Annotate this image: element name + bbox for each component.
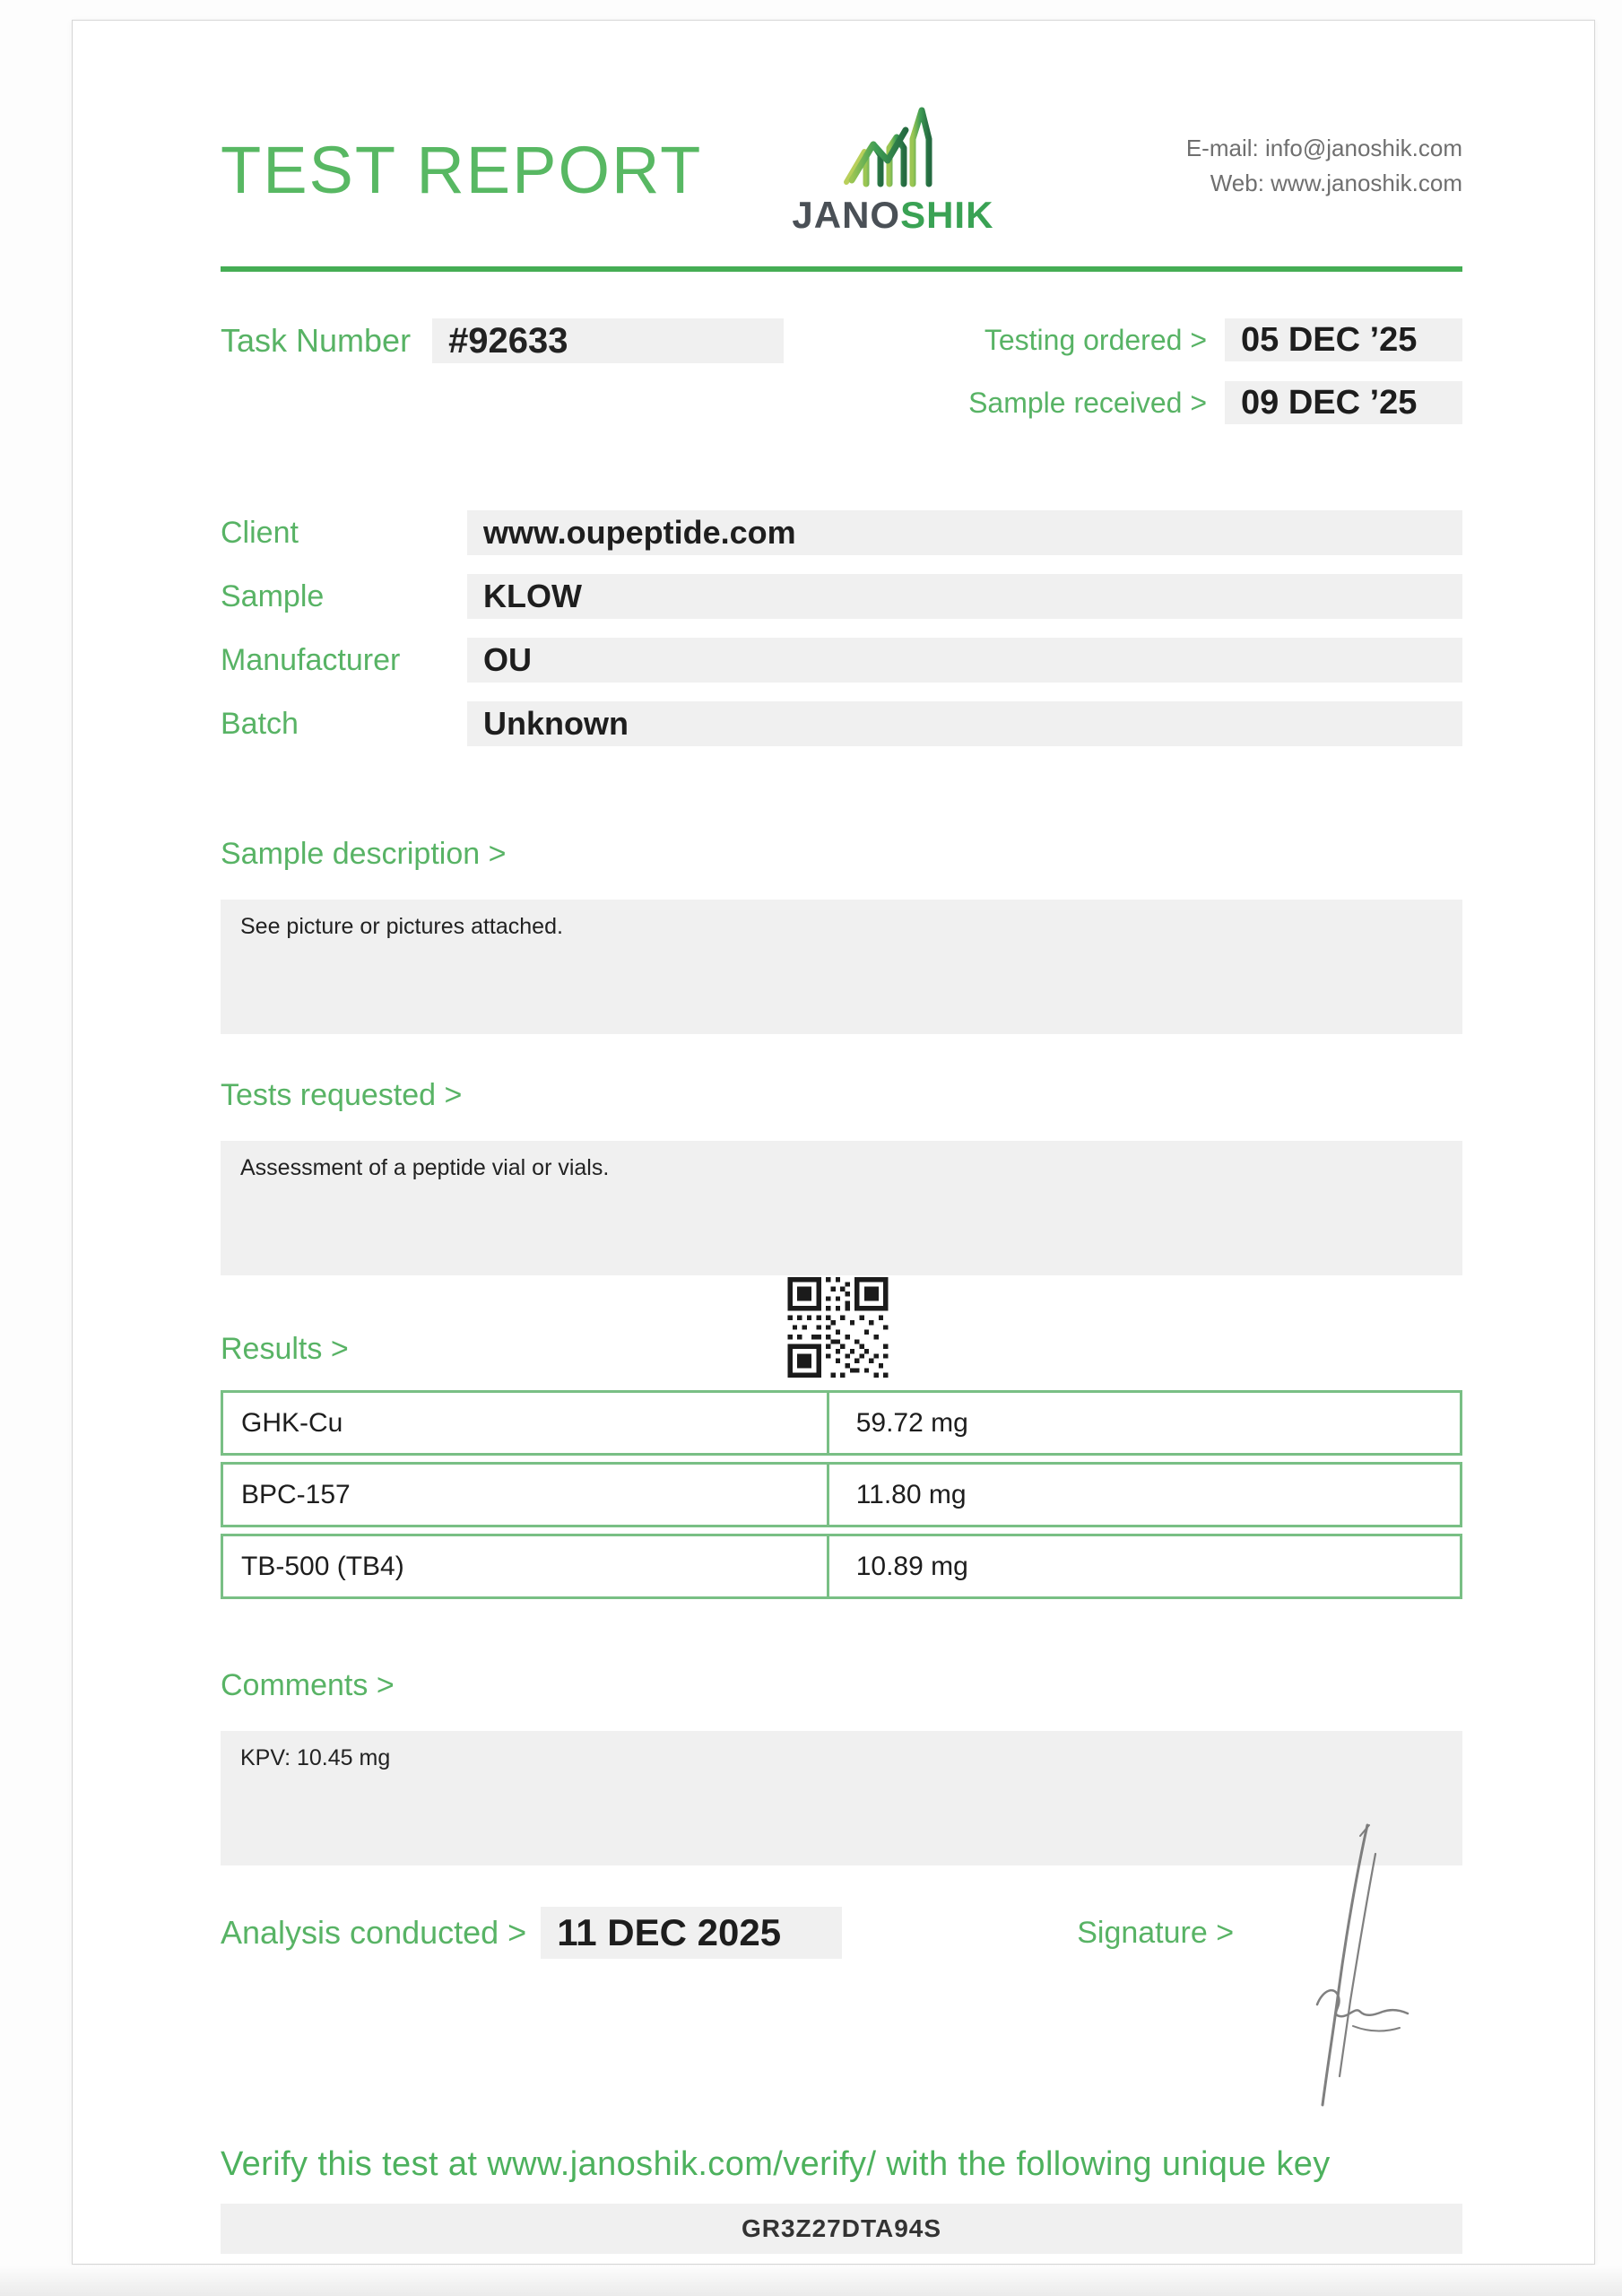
results-heading: Results > <box>221 1331 349 1366</box>
comments-box: KPV: 10.45 mg <box>221 1731 1462 1866</box>
analysis-conducted-label: Analysis conducted > <box>221 1914 527 1952</box>
sample-details <box>221 510 1462 746</box>
task-number-group <box>221 318 784 363</box>
results-section <box>221 1275 1462 1600</box>
sample-description-section <box>221 836 1462 1034</box>
report-page <box>72 20 1595 2265</box>
testing-ordered-label: Testing ordered > <box>984 323 1207 356</box>
header-divider <box>221 266 1462 272</box>
meta-row <box>221 318 1462 424</box>
manufacturer-value: OU <box>467 638 1462 683</box>
sample-received-label: Sample received > <box>968 386 1207 419</box>
report-header <box>221 98 1462 243</box>
detail-row-batch <box>221 701 1462 746</box>
tests-requested-section <box>221 1077 1462 1275</box>
signature-scribble <box>1267 1820 1437 2116</box>
contact-email: E-mail: info@janoshik.com <box>1185 135 1462 161</box>
amount-cell: 10.89 mg <box>855 1551 968 1581</box>
sample-received-value: 09 DEC ’25 <box>1225 381 1462 424</box>
logo-shik: SHIK <box>900 193 994 236</box>
page-title: TEST REPORT <box>221 133 703 207</box>
unique-key: GR3Z27DTA94S <box>741 2214 942 2243</box>
verify-instruction: Verify this test at www.janoshik.com/verify/ with the following unique key <box>221 2145 1331 2184</box>
unique-key-box <box>221 2204 1462 2254</box>
logo-jano: JANO <box>792 193 901 236</box>
client-value: www.oupeptide.com <box>467 510 1462 555</box>
results-table <box>221 1390 1462 1599</box>
tests-requested-heading: Tests requested > <box>221 1077 463 1112</box>
growth-chart-icon <box>838 105 948 192</box>
logo-wordmark <box>792 194 993 237</box>
table-row <box>221 1390 1462 1456</box>
task-number-value: #92633 <box>432 318 784 363</box>
sample-description-heading: Sample description > <box>221 837 507 871</box>
client-label: Client <box>221 515 299 550</box>
contact-web: Web: www.janoshik.com <box>1210 170 1462 196</box>
analysis-date-value: 11 DEC 2025 <box>541 1907 842 1959</box>
janoshik-logo <box>792 105 993 237</box>
sample-value: KLOW <box>467 574 1462 619</box>
tests-requested-box: Assessment of a peptide vial or vials. <box>221 1141 1462 1275</box>
detail-row-sample <box>221 574 1462 619</box>
detail-row-manufacturer <box>221 638 1462 683</box>
analyte-cell: BPC-157 <box>223 1465 829 1525</box>
analyte-cell: TB-500 (TB4) <box>223 1536 829 1596</box>
manufacturer-label: Manufacturer <box>221 642 401 677</box>
task-number-label: Task Number <box>221 322 412 359</box>
qr-code <box>787 1277 888 1378</box>
sample-received-row <box>938 381 1462 424</box>
batch-label: Batch <box>221 706 299 741</box>
table-row <box>221 1462 1462 1527</box>
detail-row-client <box>221 510 1462 555</box>
table-row <box>221 1534 1462 1599</box>
amount-cell: 59.72 mg <box>855 1407 968 1438</box>
sample-label: Sample <box>221 578 325 613</box>
testing-ordered-row <box>938 318 1462 361</box>
contact-block <box>1186 131 1462 201</box>
dates-group <box>938 318 1462 424</box>
signature-label: Signature > <box>1077 1915 1235 1950</box>
comments-heading: Comments > <box>221 1668 395 1703</box>
analyte-cell: GHK-Cu <box>223 1393 829 1453</box>
testing-ordered-value: 05 DEC ’25 <box>1225 318 1462 361</box>
sample-description-box: See picture or pictures attached. <box>221 900 1462 1034</box>
batch-value: Unknown <box>467 701 1462 746</box>
amount-cell: 11.80 mg <box>855 1479 967 1509</box>
